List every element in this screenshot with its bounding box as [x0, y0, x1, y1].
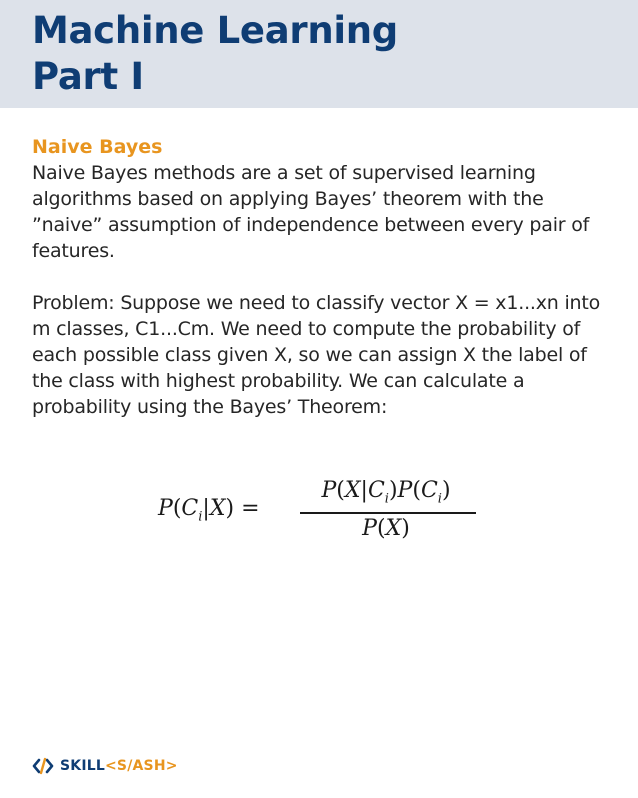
- code-brackets-icon: [32, 757, 54, 775]
- brand-name: SKILL: [60, 758, 105, 774]
- page-title: [32, 8, 398, 100]
- formula-denominator: P(X): [362, 516, 410, 541]
- formula-lhs: $P(C_i|X)$ =: [158, 496, 260, 525]
- bayes-formula: [158, 478, 488, 548]
- brand-name-accent: <S/ASH>: [104, 758, 178, 774]
- brand-logo: [32, 755, 178, 777]
- section-heading: Naive Bayes: [32, 136, 163, 158]
- title-line-2: Part I: [32, 55, 144, 98]
- title-line-1: Machine Learning: [32, 9, 398, 52]
- intro-paragraph: Naive Bayes methods are a set of supervised learning algorithms based on applying Bayes’ theorem with the ”naive” assumption of independence between every pair of features.: [32, 162, 590, 262]
- fraction-bar: [300, 512, 476, 514]
- problem-paragraph: Problem: Suppose we need to classify vector X = x1...xn into m classes, C1...Cm. We need to compute the probability of each possible class given X, so we can assign X the label of the class with highest probability. We can calculate a probability using the Bayes’ Theorem:: [32, 292, 601, 418]
- formula-numerator: $P(X|C_i)P(C_i)$: [321, 478, 451, 507]
- header-banner: [0, 0, 638, 108]
- content-body: [32, 134, 612, 420]
